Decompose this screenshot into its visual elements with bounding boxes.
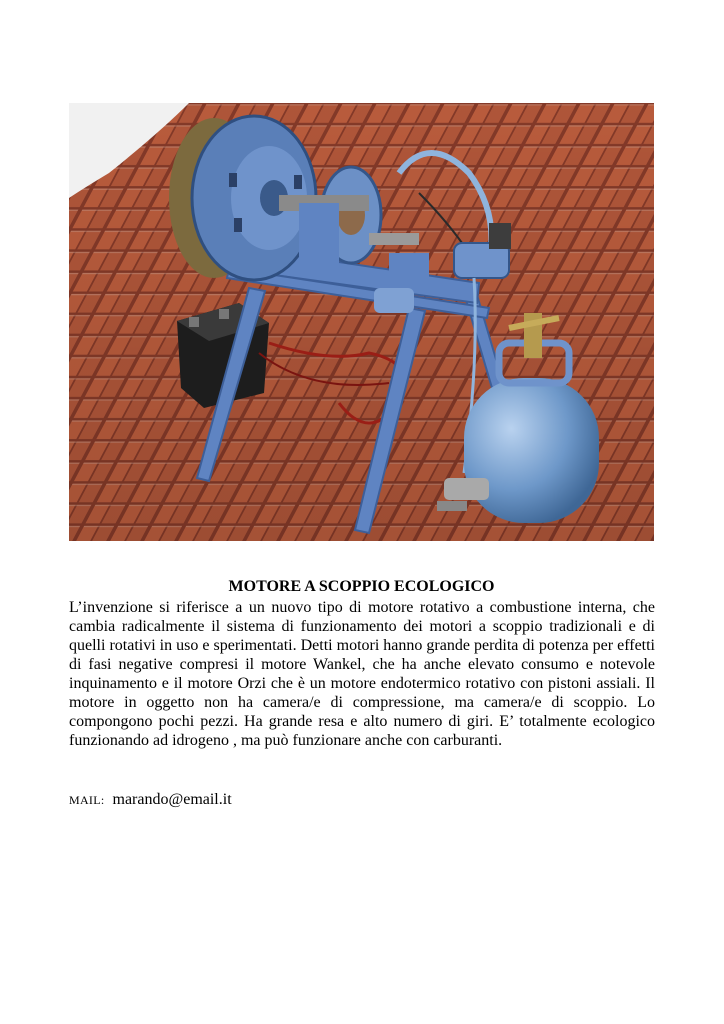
document-body: L’invenzione si riferisce a un nuovo tipo di motore rotativo a combustione interna, che cambia radicalmente il sistema di funzionamento dei motori a scoppio tradizionali e di quelli rotativi in uso e sperimentati. Detti motori hanno grande perdita di potenza per effetti di fasi negative compresi il motore Wankel, che ha anche elevato consumo e notevole inquinamento e il motore Orzi che è un motore endotermico rotativo con pistoni assiali. Il motore in oggetto non ha camera/e di compressione, ma camera/e di scoppio. Lo compongono pochi pezzi. Ha grande resa e alto numero di giri. E’ totalmente ecologico funzionando ad idrogeno , ma può funzionare anche con carburanti. xyxy=(69,599,655,749)
mail-label: MAIL: xyxy=(69,793,105,807)
contact-line xyxy=(69,789,232,811)
engine-prototype-photo xyxy=(69,103,654,541)
email-address[interactable]: marando@email.it xyxy=(112,791,232,808)
document-title: MOTORE A SCOPPIO ECOLOGICO xyxy=(228,578,495,595)
